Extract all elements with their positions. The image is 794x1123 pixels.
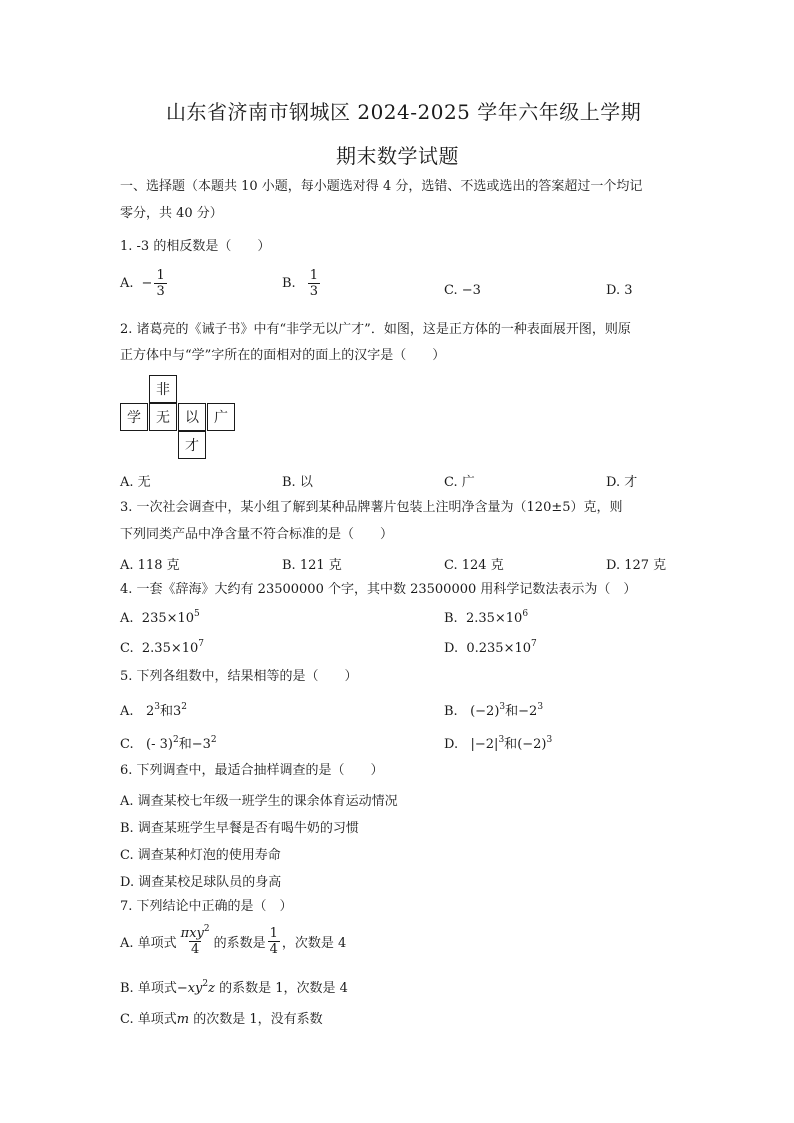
exponent: 6 bbox=[522, 609, 529, 619]
net-face-wu: 无 bbox=[149, 403, 177, 431]
conjunction: 和 bbox=[504, 737, 518, 752]
power-base: −2 bbox=[518, 704, 538, 719]
monomial-var: z bbox=[208, 981, 215, 996]
option-prefix: B. 单项式 bbox=[120, 981, 177, 996]
option-label: A. bbox=[120, 704, 134, 719]
option-suffix: 的次数是 1，没有系数 bbox=[193, 1012, 323, 1027]
section-heading-cont: 零分，共 40 分） bbox=[120, 206, 223, 221]
q4-option-b[interactable] bbox=[444, 611, 528, 626]
power-base: |−2| bbox=[470, 737, 499, 752]
net-face-yi: 以 bbox=[178, 403, 206, 431]
net-face-fei: 非 bbox=[149, 375, 177, 403]
exponent: 7 bbox=[198, 639, 205, 649]
monomial-var: m bbox=[176, 1012, 190, 1027]
coefficient-fraction bbox=[268, 926, 280, 957]
q2-option-c[interactable]: C. 广 bbox=[444, 475, 475, 490]
question-4-stem: 4. 一套《辞海》大约有 23500000 个字，其中数 23500000 用科学记数法表示为（ ） bbox=[120, 582, 637, 597]
exponent: 3 bbox=[154, 702, 160, 712]
q4-option-c[interactable] bbox=[120, 641, 204, 656]
q3-option-b[interactable]: B. 121 克 bbox=[282, 558, 342, 573]
option-label: B. bbox=[282, 276, 296, 291]
q6-option-c[interactable]: C. 调查某种灯泡的使用寿命 bbox=[120, 848, 281, 863]
option-suffix: 的系数是 1，次数是 4 bbox=[219, 981, 348, 996]
exponent: 2 bbox=[172, 735, 179, 745]
fraction bbox=[154, 268, 166, 299]
q5-option-b[interactable] bbox=[444, 700, 543, 719]
option-mid: 的系数是 bbox=[213, 936, 266, 951]
option-label: C. bbox=[120, 641, 134, 656]
exponent: 3 bbox=[499, 702, 506, 712]
exponent: 3 bbox=[498, 735, 505, 745]
numerator: 1 bbox=[156, 268, 165, 283]
q1-option-c[interactable]: C. −3 bbox=[444, 283, 481, 298]
page-title: 山东省济南市钢城区 2024-2025 学年六年级上学期 bbox=[166, 100, 642, 124]
conjunction: 和 bbox=[159, 704, 173, 719]
exponent: 7 bbox=[531, 639, 537, 649]
fraction bbox=[308, 268, 320, 299]
option-label: A. bbox=[120, 276, 134, 291]
page-subtitle: 期末数学试题 bbox=[336, 144, 459, 168]
numerator: 1 bbox=[269, 926, 278, 941]
net-face-guang: 广 bbox=[207, 403, 235, 431]
option-label: C. bbox=[120, 737, 134, 752]
option-prefix: C. 单项式 bbox=[120, 1012, 177, 1027]
denominator: 4 bbox=[191, 942, 200, 957]
exponent: 2 bbox=[210, 735, 217, 745]
q6-option-d[interactable]: D. 调查某校足球队员的身高 bbox=[120, 875, 282, 890]
net-face-xue: 学 bbox=[120, 403, 148, 431]
question-2-stem: 2. 诸葛亮的《诫子书》中有“非学无以广才”．如图，这是正方体的一种表面展开图，则原 bbox=[120, 322, 631, 337]
denominator: 3 bbox=[156, 284, 165, 299]
question-3-stem: 3. 一次社会调查中，某小组了解到某种品牌薯片包装上注明净含量为（120±5）克，则 bbox=[120, 500, 623, 515]
q7-option-a[interactable] bbox=[120, 926, 346, 957]
power-base: 2 bbox=[145, 704, 155, 719]
question-3-stem-cont: 下列同类产品中净含量不符合标准的是（ ） bbox=[120, 527, 394, 542]
question-7-stem: 7. 下列结论中正确的是（ ） bbox=[120, 899, 293, 914]
net-face-cai: 才 bbox=[178, 431, 206, 459]
q1-option-b[interactable] bbox=[282, 268, 322, 299]
sci-notation: 2.35×10 bbox=[141, 641, 199, 656]
power-base: −3 bbox=[191, 737, 211, 752]
exponent: 2 bbox=[202, 979, 209, 989]
numerator: 1 bbox=[309, 268, 318, 283]
q6-option-a[interactable]: A. 调查某校七年级一班学生的课余体育运动情况 bbox=[120, 794, 398, 809]
exponent: 3 bbox=[537, 702, 544, 712]
exponent: 2 bbox=[181, 702, 187, 712]
question-2-stem-cont: 正方体中与“学”字所在的面相对的面上的汉字是（ ） bbox=[120, 348, 446, 363]
sci-notation: 235×10 bbox=[141, 611, 195, 626]
q4-option-d[interactable] bbox=[444, 641, 537, 656]
sci-notation: 2.35×10 bbox=[465, 611, 523, 626]
numerator bbox=[179, 926, 212, 941]
option-prefix: A. 单项式 bbox=[120, 936, 177, 951]
question-6-stem: 6. 下列调查中，最适合抽样调查的是（ ） bbox=[120, 763, 384, 778]
q3-option-d[interactable]: D. 127 克 bbox=[606, 558, 667, 573]
numerator-expr: πxy bbox=[180, 926, 204, 941]
q5-option-c[interactable] bbox=[120, 733, 217, 752]
q2-option-a[interactable]: A. 无 bbox=[120, 475, 151, 490]
q5-option-a[interactable] bbox=[120, 700, 187, 719]
q7-option-b[interactable] bbox=[120, 977, 348, 996]
option-label: A. bbox=[120, 611, 134, 626]
conjunction: 和 bbox=[505, 704, 519, 719]
option-label: B. bbox=[444, 704, 458, 719]
sci-notation: 0.235×10 bbox=[466, 641, 532, 656]
q1-option-d[interactable]: D. 3 bbox=[606, 283, 633, 298]
minus-sign: − bbox=[141, 276, 153, 291]
q2-option-b[interactable]: B. 以 bbox=[282, 475, 313, 490]
denominator: 4 bbox=[269, 942, 278, 957]
q2-option-d[interactable]: D. 才 bbox=[606, 475, 638, 490]
option-label: B. bbox=[444, 611, 458, 626]
power-base: (- 3) bbox=[146, 737, 173, 752]
cube-net-figure bbox=[120, 375, 240, 461]
option-suffix: ，次数是 4 bbox=[281, 936, 347, 951]
q1-option-a[interactable] bbox=[120, 268, 169, 299]
question-5-stem: 5. 下列各组数中，结果相等的是（ ） bbox=[120, 669, 358, 684]
exponent: 5 bbox=[194, 609, 200, 619]
q3-option-a[interactable]: A. 118 克 bbox=[120, 558, 180, 573]
monomial-fraction bbox=[179, 926, 212, 957]
q7-option-c[interactable] bbox=[120, 1008, 323, 1027]
section-heading: 一、选择题（本题共 10 小题，每小题选对得 4 分，选错、不选或选出的答案超过一个均记 bbox=[120, 179, 643, 194]
question-1-stem: 1. -3 的相反数是（ ） bbox=[120, 239, 271, 254]
denominator: 3 bbox=[309, 284, 318, 299]
option-label: D. bbox=[444, 737, 459, 752]
q3-option-c[interactable]: C. 124 克 bbox=[444, 558, 504, 573]
power-base: (−2) bbox=[517, 737, 547, 752]
q4-option-a[interactable] bbox=[120, 611, 200, 626]
monomial-expr: −xy bbox=[176, 981, 203, 996]
exponent: 3 bbox=[546, 735, 553, 745]
exponent: 2 bbox=[203, 924, 210, 934]
option-label: D. bbox=[444, 641, 459, 656]
conjunction: 和 bbox=[178, 737, 192, 752]
power-base: 3 bbox=[172, 704, 182, 719]
power-base: (−2) bbox=[470, 704, 500, 719]
q6-option-b[interactable]: B. 调查某班学生早餐是否有喝牛奶的习惯 bbox=[120, 821, 359, 836]
q5-option-d[interactable] bbox=[444, 733, 552, 752]
